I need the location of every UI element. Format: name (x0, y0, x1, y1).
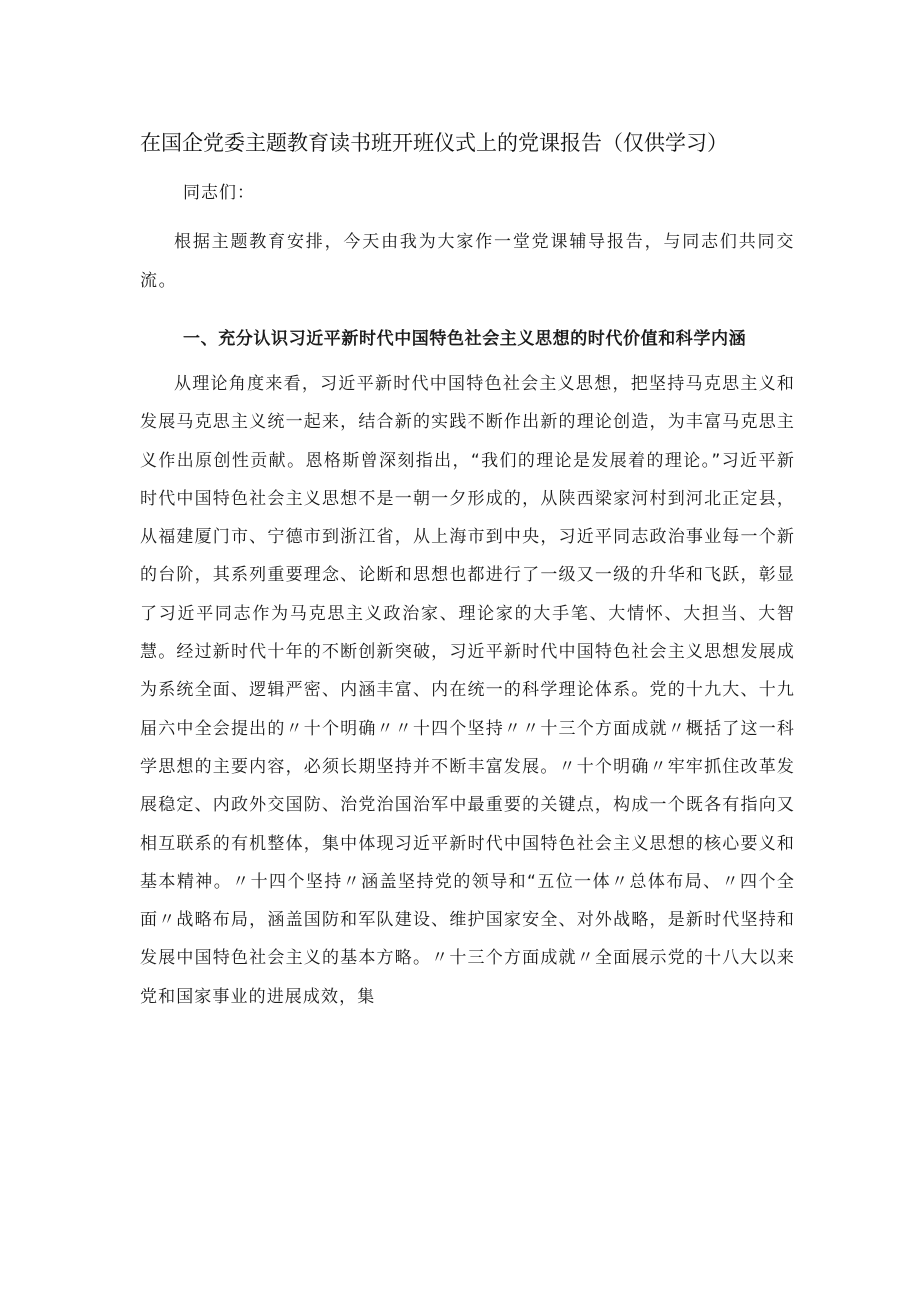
salutation: 同志们： (183, 183, 255, 203)
section-heading: 一、充分认识习近平新时代中国特色社会主义思想的时代价值和科学内涵 (183, 329, 747, 349)
intro-paragraph: 根据主题教育安排，今天由我为大家作一堂党课辅导报告，与同志们共同交流。 (140, 232, 795, 291)
document-title: 在国企党委主题教育读书班开班仪式上的党课报告（仅供学习） (140, 131, 728, 155)
body-paragraph: 从理论角度来看，习近平新时代中国特色社会主义思想，把坚持马克思主义和发展马克思主义统一起来，结合新的实践不断作出新的理论创造，为丰富马克思主义作出原创性贡献。恩格斯曾深刻指出，“我们的理论是发展着的理论。”习近平新时代中国特色社会主义思想不是一朝一夕形成的，从陕西梁家河村到河北正定县，从福建厦门市、宁德市到浙江省，从上海市到中央，习近平同志政治事业每一个新的台阶，其系列重要理念、论断和思想也都进行了一级又一级的升华和飞跃，彰显了习近平同志作为马克思主义政治家、理论家的大手笔、大情怀、大担当、大智慧。经过新时代十年的不断创新突破，习近平新时代中国特色社会主义思想发展成为系统全面、逻辑严密、内涵丰富、内在统一的科学理论体系。党的十九大、十九届六中全会提出的〃十个明确〃〃十四个坚持〃〃十三个方面成就〃概括了这一科学思想的主要内容，必须长期坚持并不断丰富发展。〃十个明确〃牢牢抓住改革发展稳定、内政外交国防、治党治国治军中最重要的关键点，构成一个既各有指向又相互联系的有机整体，集中体现习近平新时代中国特色社会主义思想的核心要义和基本精神。〃十四个坚持〃涵盖坚持党的领导和“五位一体〃总体布局、〃四个全面〃战略布局，涵盖国防和军队建设、维护国家安全、对外战略，是新时代坚持和发展中国特色社会主义的基本方略。〃十三个方面成就〃全面展示党的十八大以来党和国家事业的进展成效，集 (140, 374, 795, 1007)
